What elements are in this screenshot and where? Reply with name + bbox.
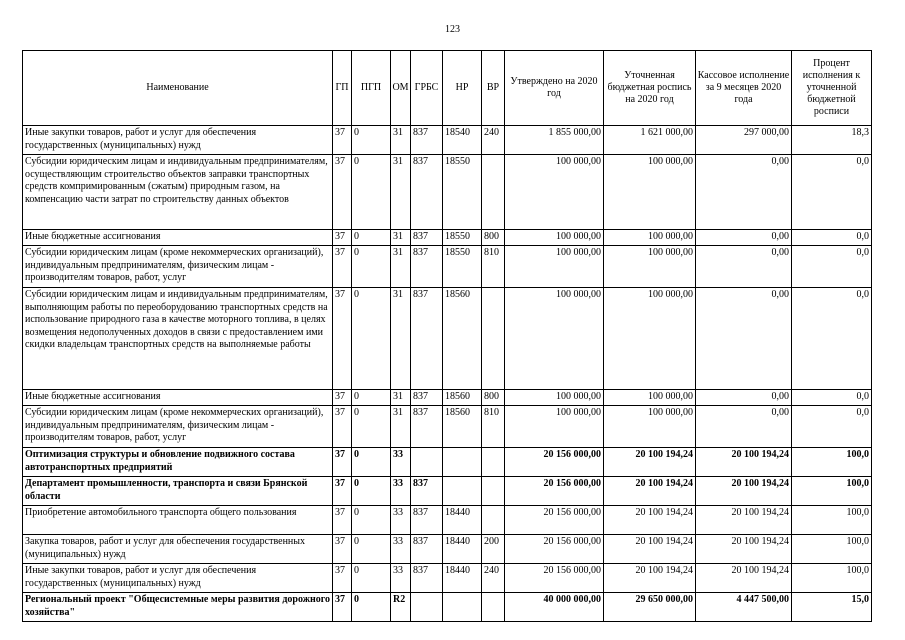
- cell-cash: 0,00: [696, 288, 792, 390]
- cell-om: 33: [391, 564, 411, 593]
- table-row: [23, 288, 872, 390]
- cell-grbs: 837: [411, 406, 443, 448]
- cell-approved: 100 000,00: [505, 288, 604, 390]
- cell-gp: 37: [333, 126, 352, 155]
- cell-grbs: 837: [411, 390, 443, 406]
- table-row: [23, 126, 872, 155]
- cell-nr: 18440: [443, 564, 482, 593]
- cell-om: 31: [391, 406, 411, 448]
- cell-grbs: 837: [411, 288, 443, 390]
- cell-nr: 18550: [443, 230, 482, 246]
- cell-refined: 100 000,00: [604, 246, 696, 288]
- cell-name: Иные бюджетные ассигнования: [23, 230, 333, 246]
- cell-pgp: 0: [352, 506, 391, 535]
- cell-vr: 800: [482, 230, 505, 246]
- cell-grbs: [411, 593, 443, 622]
- cell-gp: 37: [333, 155, 352, 230]
- cell-vr: 810: [482, 406, 505, 448]
- cell-name: Региональный проект "Общесистемные меры развития дорожного хозяйства": [23, 593, 333, 622]
- cell-grbs: 837: [411, 477, 443, 506]
- col-header-percent: Процент исполнения к уточненной бюджетной росписи: [792, 51, 872, 126]
- cell-cash: 0,00: [696, 230, 792, 246]
- cell-vr: 200: [482, 535, 505, 564]
- cell-nr: 18550: [443, 155, 482, 230]
- cell-om: 33: [391, 506, 411, 535]
- cell-refined: 100 000,00: [604, 155, 696, 230]
- col-header-refined: Уточненная бюджетная роспись на 2020 год: [604, 51, 696, 126]
- cell-cash: 4 447 500,00: [696, 593, 792, 622]
- cell-percent: 0,0: [792, 406, 872, 448]
- table-row: [23, 535, 872, 564]
- cell-percent: 0,0: [792, 288, 872, 390]
- cell-vr: 810: [482, 246, 505, 288]
- cell-nr: [443, 593, 482, 622]
- cell-pgp: 0: [352, 535, 391, 564]
- cell-om: 31: [391, 390, 411, 406]
- cell-vr: 240: [482, 126, 505, 155]
- cell-cash: 0,00: [696, 155, 792, 230]
- cell-percent: 18,3: [792, 126, 872, 155]
- cell-approved: 20 156 000,00: [505, 535, 604, 564]
- table-row: [23, 564, 872, 593]
- cell-cash: 20 100 194,24: [696, 564, 792, 593]
- col-header-nr: НР: [443, 51, 482, 126]
- cell-approved: 100 000,00: [505, 406, 604, 448]
- cell-grbs: [411, 448, 443, 477]
- cell-approved: 100 000,00: [505, 246, 604, 288]
- cell-gp: 37: [333, 535, 352, 564]
- col-header-gp: ГП: [333, 51, 352, 126]
- cell-om: 31: [391, 230, 411, 246]
- cell-om: R2: [391, 593, 411, 622]
- cell-approved: 40 000 000,00: [505, 593, 604, 622]
- cell-vr: [482, 477, 505, 506]
- cell-pgp: 0: [352, 246, 391, 288]
- cell-percent: 0,0: [792, 390, 872, 406]
- cell-gp: 37: [333, 246, 352, 288]
- cell-grbs: 837: [411, 126, 443, 155]
- cell-refined: 100 000,00: [604, 230, 696, 246]
- cell-grbs: 837: [411, 230, 443, 246]
- col-header-pgp: ПГП: [352, 51, 391, 126]
- cell-pgp: 0: [352, 126, 391, 155]
- cell-cash: 0,00: [696, 246, 792, 288]
- cell-pgp: 0: [352, 477, 391, 506]
- cell-name: Закупка товаров, работ и услуг для обеспечения государственных (муниципальных) нужд: [23, 535, 333, 564]
- table-header-row: [23, 51, 872, 126]
- cell-vr: [482, 506, 505, 535]
- cell-refined: 20 100 194,24: [604, 564, 696, 593]
- cell-refined: 1 621 000,00: [604, 126, 696, 155]
- cell-gp: 37: [333, 506, 352, 535]
- cell-om: 31: [391, 126, 411, 155]
- page-number: 123: [445, 24, 460, 35]
- cell-gp: 37: [333, 390, 352, 406]
- budget-execution-table: [22, 50, 872, 622]
- cell-pgp: 0: [352, 448, 391, 477]
- cell-refined: 100 000,00: [604, 406, 696, 448]
- cell-cash: 0,00: [696, 406, 792, 448]
- cell-refined: 20 100 194,24: [604, 477, 696, 506]
- cell-name: Субсидии юридическим лицам (кроме некоммерческих организаций), индивидуальным предпринимателям, физическим лицам - производителям товаров, работ, услуг: [23, 246, 333, 288]
- cell-percent: 0,0: [792, 155, 872, 230]
- cell-name: Субсидии юридическим лицам (кроме некоммерческих организаций), индивидуальным предпринимателям, физическим лицам - производителям товаров, работ, услуг: [23, 406, 333, 448]
- cell-om: 33: [391, 535, 411, 564]
- cell-approved: 100 000,00: [505, 230, 604, 246]
- cell-name: Иные бюджетные ассигнования: [23, 390, 333, 406]
- col-header-om: ОМ: [391, 51, 411, 126]
- cell-approved: 20 156 000,00: [505, 477, 604, 506]
- cell-nr: 18540: [443, 126, 482, 155]
- cell-approved: 1 855 000,00: [505, 126, 604, 155]
- cell-name: Субсидии юридическим лицам и индивидуальным предпринимателям, осуществляющим строительство объектов заправки транспортных средств компримированным (сжатым) природным газом, на компенсацию части затрат по строительству данных объектов: [23, 155, 333, 230]
- cell-percent: 100,0: [792, 448, 872, 477]
- cell-gp: 37: [333, 288, 352, 390]
- cell-nr: 18440: [443, 535, 482, 564]
- cell-nr: [443, 477, 482, 506]
- cell-refined: 100 000,00: [604, 390, 696, 406]
- cell-percent: 100,0: [792, 506, 872, 535]
- cell-approved: 20 156 000,00: [505, 564, 604, 593]
- cell-pgp: 0: [352, 230, 391, 246]
- cell-om: 33: [391, 477, 411, 506]
- cell-percent: 100,0: [792, 564, 872, 593]
- cell-om: 31: [391, 155, 411, 230]
- table-row: [23, 246, 872, 288]
- cell-nr: 18440: [443, 506, 482, 535]
- cell-approved: 100 000,00: [505, 155, 604, 230]
- cell-pgp: 0: [352, 406, 391, 448]
- cell-grbs: 837: [411, 506, 443, 535]
- cell-nr: 18550: [443, 246, 482, 288]
- cell-cash: 297 000,00: [696, 126, 792, 155]
- col-header-cash: Кассовое исполнение за 9 месяцев 2020 года: [696, 51, 792, 126]
- cell-name: Иные закупки товаров, работ и услуг для обеспечения государственных (муниципальных) нужд: [23, 564, 333, 593]
- cell-nr: 18560: [443, 390, 482, 406]
- cell-name: Приобретение автомобильного транспорта общего пользования: [23, 506, 333, 535]
- cell-pgp: 0: [352, 288, 391, 390]
- cell-cash: 0,00: [696, 390, 792, 406]
- cell-refined: 20 100 194,24: [604, 506, 696, 535]
- cell-gp: 37: [333, 406, 352, 448]
- cell-refined: 100 000,00: [604, 288, 696, 390]
- cell-cash: 20 100 194,24: [696, 448, 792, 477]
- col-header-name: Наименование: [23, 51, 333, 126]
- cell-vr: [482, 593, 505, 622]
- cell-pgp: 0: [352, 564, 391, 593]
- table-row: [23, 390, 872, 406]
- cell-refined: 20 100 194,24: [604, 448, 696, 477]
- cell-vr: 800: [482, 390, 505, 406]
- cell-name: Оптимизация структуры и обновление подвижного состава автотранспортных предприятий: [23, 448, 333, 477]
- cell-percent: 100,0: [792, 535, 872, 564]
- cell-cash: 20 100 194,24: [696, 506, 792, 535]
- table-row: [23, 477, 872, 506]
- cell-name: Субсидии юридическим лицам и индивидуальным предпринимателям, выполняющим работы по переоборудованию транспортных средств на использование природного газа в качестве моторного топлива, в целях возмещения недополученных доходов в связи с предоставлением ими скидки владельцам транспортных средств на выполняемые работы: [23, 288, 333, 390]
- cell-percent: 100,0: [792, 477, 872, 506]
- cell-gp: 37: [333, 230, 352, 246]
- col-header-grbs: ГРБС: [411, 51, 443, 126]
- table-row: [23, 155, 872, 230]
- col-header-vr: ВР: [482, 51, 505, 126]
- cell-approved: 20 156 000,00: [505, 448, 604, 477]
- table-row: [23, 506, 872, 535]
- cell-refined: 29 650 000,00: [604, 593, 696, 622]
- cell-vr: [482, 448, 505, 477]
- cell-gp: 37: [333, 564, 352, 593]
- cell-grbs: 837: [411, 155, 443, 230]
- cell-grbs: 837: [411, 246, 443, 288]
- cell-vr: 240: [482, 564, 505, 593]
- table-row: [23, 593, 872, 622]
- cell-vr: [482, 155, 505, 230]
- cell-cash: 20 100 194,24: [696, 477, 792, 506]
- cell-approved: 100 000,00: [505, 390, 604, 406]
- cell-gp: 37: [333, 593, 352, 622]
- table-row: [23, 448, 872, 477]
- cell-refined: 20 100 194,24: [604, 535, 696, 564]
- cell-name: Иные закупки товаров, работ и услуг для обеспечения государственных (муниципальных) нужд: [23, 126, 333, 155]
- cell-vr: [482, 288, 505, 390]
- cell-name: Департамент промышленности, транспорта и связи Брянской области: [23, 477, 333, 506]
- cell-approved: 20 156 000,00: [505, 506, 604, 535]
- table-row: [23, 230, 872, 246]
- cell-nr: [443, 448, 482, 477]
- cell-percent: 0,0: [792, 230, 872, 246]
- cell-om: 33: [391, 448, 411, 477]
- table-row: [23, 406, 872, 448]
- cell-nr: 18560: [443, 406, 482, 448]
- cell-om: 31: [391, 246, 411, 288]
- cell-gp: 37: [333, 477, 352, 506]
- cell-om: 31: [391, 288, 411, 390]
- cell-pgp: 0: [352, 155, 391, 230]
- cell-nr: 18560: [443, 288, 482, 390]
- cell-percent: 15,0: [792, 593, 872, 622]
- cell-cash: 20 100 194,24: [696, 535, 792, 564]
- cell-percent: 0,0: [792, 246, 872, 288]
- cell-pgp: 0: [352, 593, 391, 622]
- cell-gp: 37: [333, 448, 352, 477]
- cell-pgp: 0: [352, 390, 391, 406]
- col-header-approved: Утверждено на 2020 год: [505, 51, 604, 126]
- cell-grbs: 837: [411, 535, 443, 564]
- cell-grbs: 837: [411, 564, 443, 593]
